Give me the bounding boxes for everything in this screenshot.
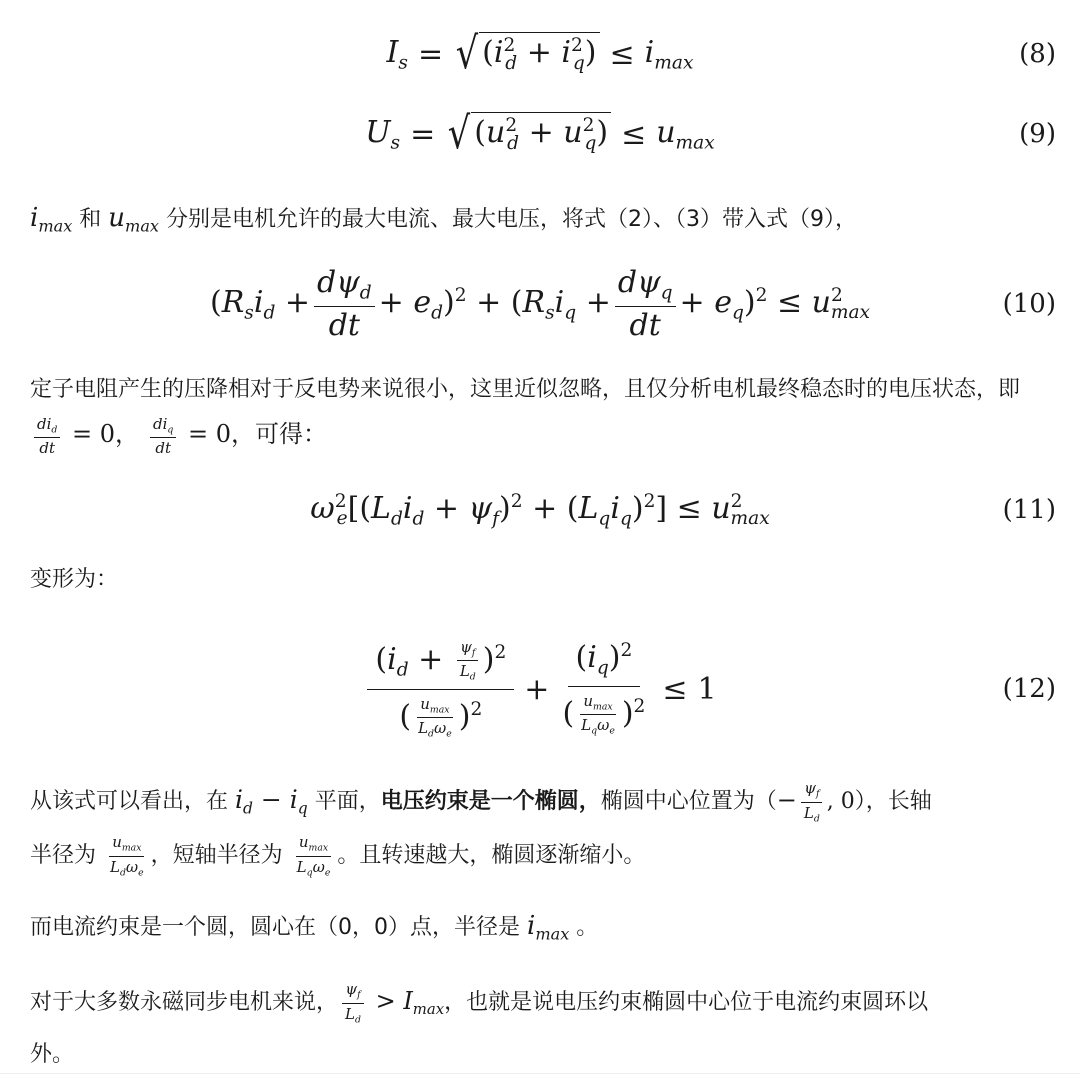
frac-diq-dt: $\frac{di_q}{dt}$ [150, 416, 176, 457]
paragraph-current-circle [30, 904, 1060, 957]
equation-number-8: (8) [1019, 39, 1056, 69]
equation-12: ($i_d$ + $\frac{\psi_f}{L_d}$ )$^2$ ( $\frac{u_{max}}{L_d\omega_e}$ )$^2$ + $(i_q)^2$ ( $\frac{u_{max}}{L_q\omega_e}$ )$^2$ ≤ 1 (12) [0, 624, 1080, 754]
p4-text-e: 半径为 [30, 843, 103, 869]
frac-minor-axis: $\frac{u_{max}}{L_q\omega_e}$ [296, 833, 331, 879]
p6-text-a: 对于大多数永磁同步电机来说， [30, 990, 339, 1015]
eq9-rhs-sub: max [675, 132, 715, 154]
sqrt-8: √ $(i^2_d + i^2_q)$ [453, 32, 599, 76]
p6-text-b: ，也就是说电压约束椭圆中心位于电流约束圆环以 [444, 990, 929, 1015]
p2-text-a: 定子电阻产生的压降相对于反电势来说很小，这里近似忽略，且仅分析电机最终稳态时的电压状态，即 [30, 377, 1021, 402]
eq9-lhs: U [365, 114, 391, 150]
bottom-divider [0, 1073, 1080, 1074]
equation-number-10: (10) [1002, 289, 1056, 319]
p4-text-g: 。且转速越大，椭圆逐渐缩小。 [337, 843, 646, 869]
frac-psif-ld-compare: $\frac{\psi_f}{L_d}$ [342, 981, 364, 1025]
frac-dpsid-dt: $\frac{d\psi_d}{dt}$ [314, 266, 375, 342]
p4-bold-text: 电压约束是一个椭圆， [380, 789, 601, 814]
p4-text-c: 椭圆中心位置为（ [600, 789, 777, 814]
p2-text-b: = 0， [64, 420, 139, 448]
frac-psif-ld: $\frac{\psi_f}{L_d}$ [801, 780, 823, 824]
equation-number-9: (9) [1019, 119, 1056, 149]
eq8-lhs: I [386, 34, 399, 70]
p6-text-c: 外。 [30, 1042, 75, 1068]
equation-9: $U_s$ = √ $(u^2_d + u^2_q)$ ≤ $u_{max}$ (9) [365, 108, 1056, 159]
eq12-rhs: 1 [697, 671, 717, 707]
paragraph-steady-state [30, 368, 1060, 458]
paragraph-pmsm: 对于大多数永磁同步电机来说， $\frac{\psi_f}{L_d}$ > $I_{max}$，也就是说电压约束椭圆中心位于电流约束圆环以 外。 [30, 980, 929, 1068]
paragraph-ellipse: 从该式可以看出，在 $i_d - i_q$ 平面，电压约束是一个椭圆，椭圆中心位置为（− $\frac{\psi_f}{L_d}$ , 0），长轴 半径为 $\frac{u_{max}}{L_d\omega_e}$ ，短轴半径为 $\frac{u_{max}}{L_q\omega_e}$ 。且转速越大，椭圆逐渐缩小。 [30, 779, 932, 879]
p3-text: 变形为： [30, 567, 119, 592]
p4-text-f: ，短轴半径为 [150, 843, 290, 869]
frac-dpsiq-dt: $\frac{d\psi_q}{dt}$ [615, 266, 676, 342]
p4-text-d: , 0），长轴 [826, 789, 932, 814]
equation-8: $I_s$ = √ $(i^2_d + i^2_q)$ ≤ $i_{max}$ (8) [386, 28, 1056, 79]
p1-and: 和 [72, 207, 109, 232]
equation-number-11: (11) [1002, 495, 1056, 525]
math-id-iq: $i_d - i_q$ [235, 785, 308, 818]
p5-text-b: 。 [569, 915, 599, 940]
math-imax: $i_{max}$ [30, 203, 73, 236]
equation-10: ($R_si_d$ + $\frac{d\psi_d}{dt}$ + $e_d)^2 + (R_si_q$ + $\frac{d\psi_q}{dt}$ + $e_q)^2 \le u^2_{max}$ (10) [209, 265, 1056, 343]
frac-did-dt: $\frac{di_d}{dt}$ [34, 416, 60, 457]
eq8-rhs-sub: max [654, 52, 694, 74]
eq8-rhs: i [644, 34, 655, 70]
equation-11: $\omega^2_e[(L_di_d + \psi_f)^2 + (L_qi_q)^2] \le u^2_{max}$ (11) [310, 490, 1056, 530]
p4-text-a: 从该式可以看出，在 [30, 789, 235, 814]
equation-number-12: (12) [1002, 674, 1056, 704]
eq8-relation: ≤ [609, 36, 635, 72]
eq9-rhs: u [656, 114, 676, 150]
p5-text-a: 而电流约束是一个圆，圆心在（0，0）点，半径是 [30, 915, 527, 940]
paragraph-transform [30, 558, 1060, 602]
frac-ellipse-q: $(i_q)^2$ ( $\frac{u_{max}}{L_q\omega_e}$ )$^2$ [562, 640, 646, 737]
eq9-lhs-sub: s [390, 132, 401, 154]
sqrt-9: √ $(u^2_d + u^2_q)$ [445, 112, 611, 156]
eq8-lhs-sub: s [398, 52, 408, 74]
p2-text-c: = 0，可得： [180, 420, 327, 448]
eq9-relation: ≤ [621, 116, 647, 152]
frac-ellipse-d: ($i_d$ + $\frac{\psi_f}{L_d}$ )$^2$ ( $\frac{u_{max}}{L_d\omega_e}$ )$^2$ [367, 639, 514, 740]
math-umax: $u_{max}$ [108, 203, 160, 236]
paragraph-limits [30, 196, 1060, 249]
p4-text-b: 平面， [307, 789, 381, 814]
frac-major-axis: $\frac{u_{max}}{L_d\omega_e}$ [110, 833, 144, 879]
math-imax-radius: $i_{max}$ [527, 911, 570, 944]
p1-rest: 分别是电机允许的最大电流、最大电压，将式（2）、（3）带入式（9）， [159, 207, 858, 232]
